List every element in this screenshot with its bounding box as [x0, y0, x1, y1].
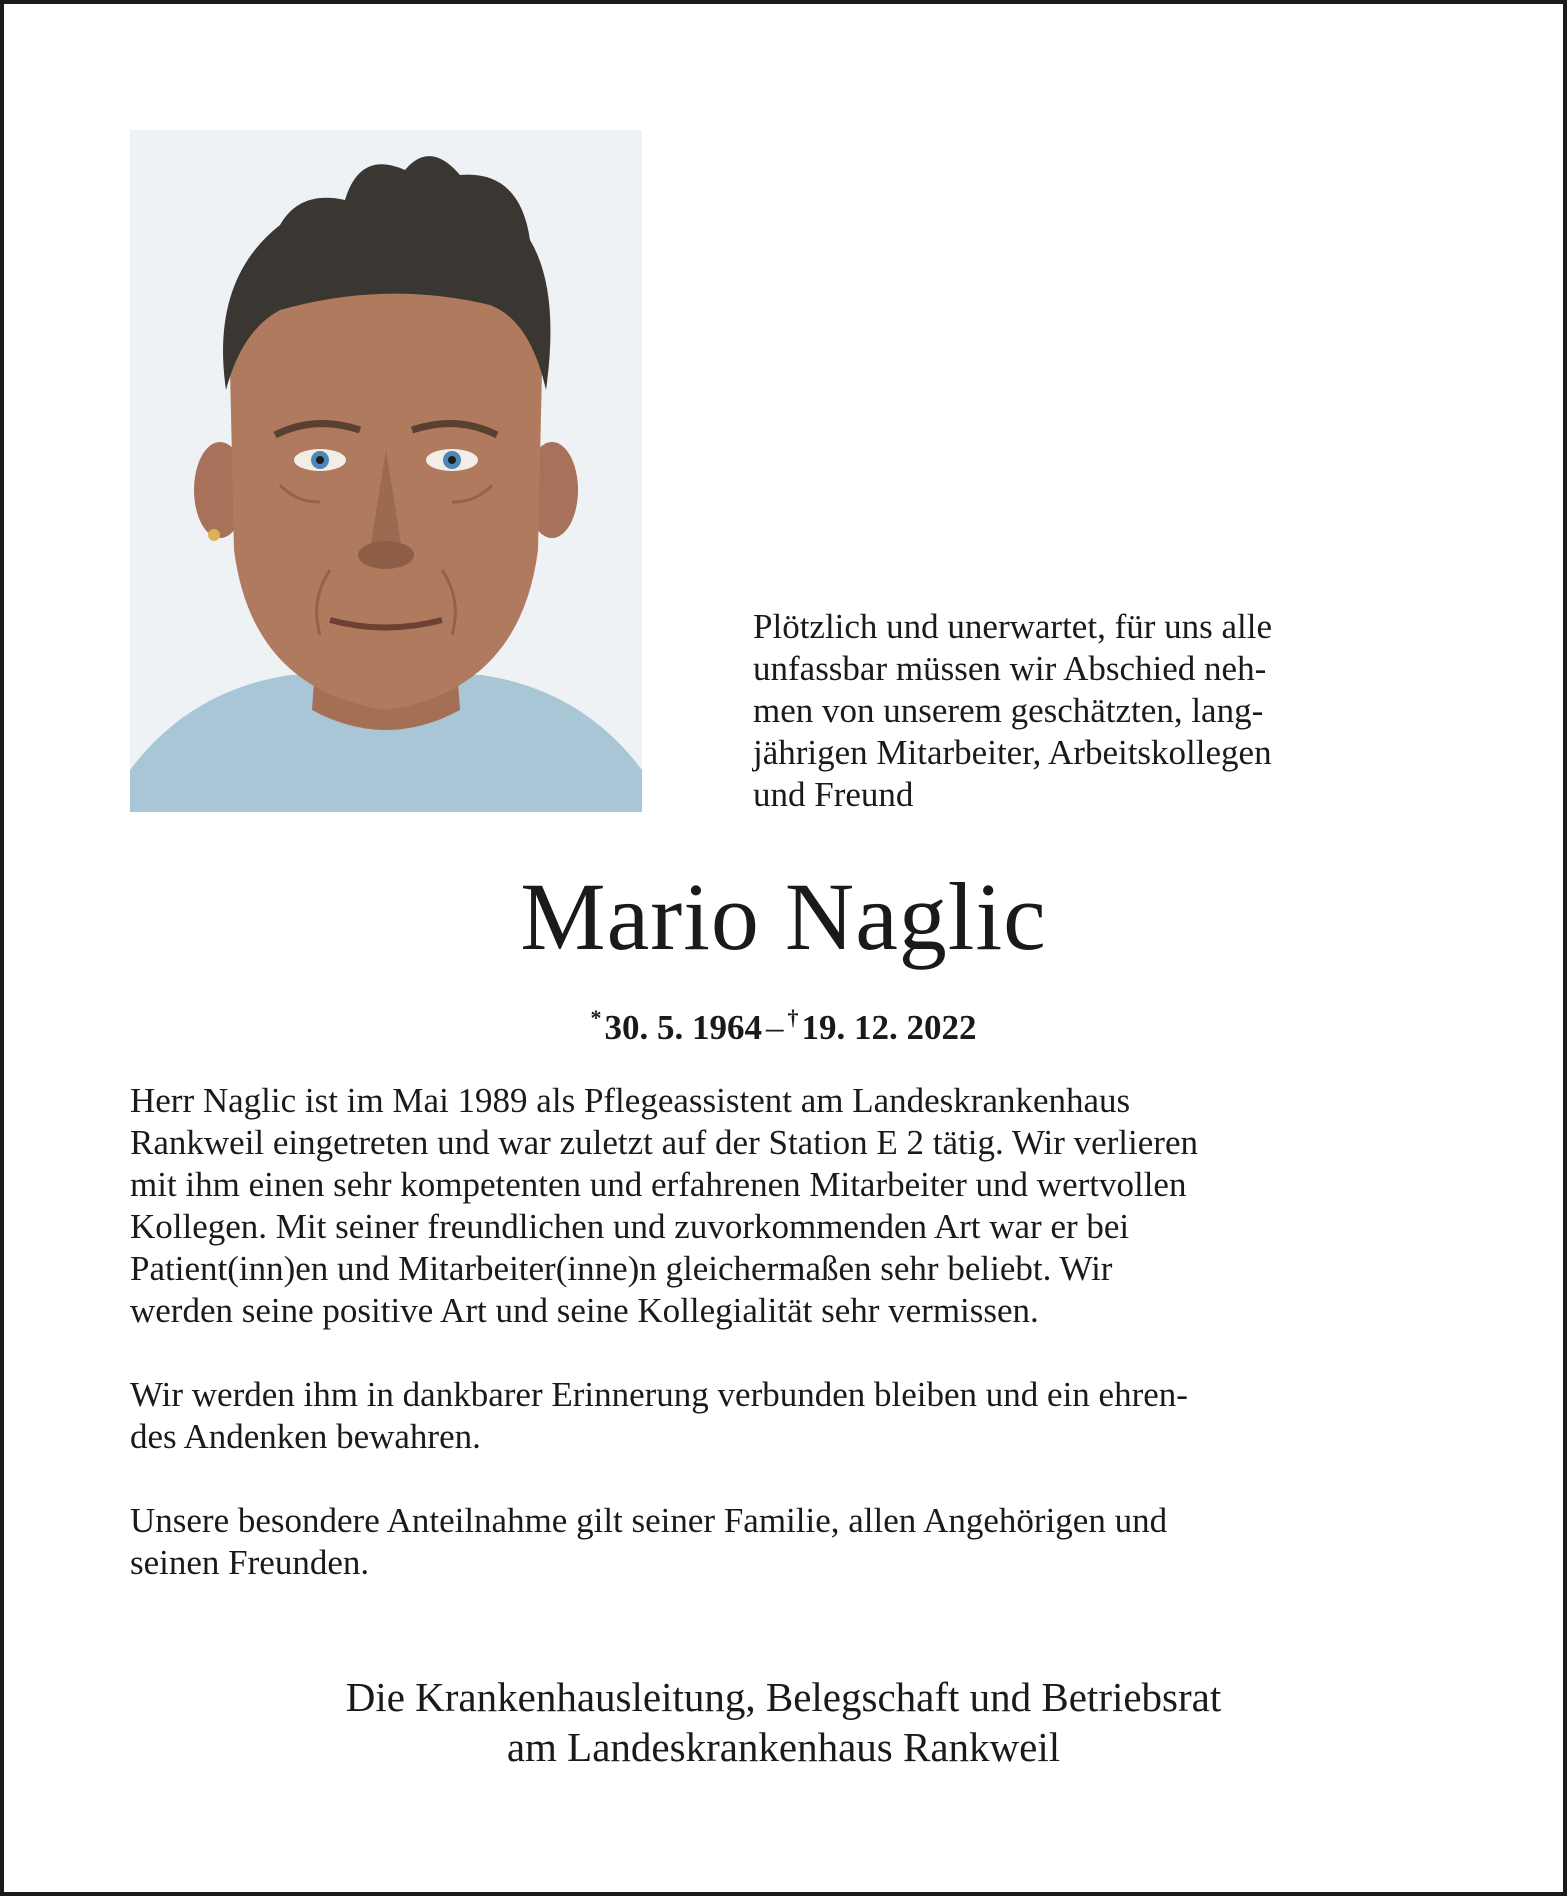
intro-text — [753, 606, 1437, 816]
intro-line: unfassbar müssen wir Abschied neh- — [753, 649, 1267, 688]
left-pupil — [316, 456, 324, 464]
nose-tip — [358, 541, 414, 569]
signature-block — [0, 1672, 1567, 1772]
intro-line: und Freund — [753, 775, 914, 814]
signature-line-2: am Landeskrankenhaus Rankweil — [506, 1724, 1061, 1770]
birth-date: 30. 5. 1964 — [604, 1008, 762, 1047]
death-date: 19. 12. 2022 — [801, 1008, 977, 1047]
paragraph-line: Herr Naglic ist im Mai 1989 als Pflegeassistent am Landeskrankenhaus — [130, 1081, 1131, 1120]
paragraph-line: mit ihm einen sehr kompetenten und erfahrenen Mitarbeiter und wertvollen — [130, 1165, 1187, 1204]
body-paragraph-1 — [130, 1080, 1437, 1332]
paragraph-line: Rankweil eingetreten und war zuletzt auf der Station E 2 tätig. Wir verlieren — [130, 1123, 1198, 1162]
deceased-name: Mario Naglic — [520, 863, 1047, 970]
paragraph-line: seinen Freunden. — [130, 1543, 370, 1582]
signature-line-1: Die Krankenhausleitung, Belegschaft und Betriebsrat — [345, 1674, 1222, 1720]
portrait-illustration — [130, 130, 642, 812]
date-separator: – — [766, 1008, 784, 1047]
paragraph-line: Patient(inn)en und Mitarbeiter(inne)n gleichermaßen sehr beliebt. Wir — [130, 1249, 1113, 1288]
paragraph-line: Unsere besondere Anteilnahme gilt seiner Familie, allen Angehörigen und — [130, 1501, 1168, 1540]
body-paragraph-3 — [130, 1500, 1437, 1584]
paragraph-line: Kollegen. Mit seiner freundlichen und zuvorkommenden Art war er bei — [130, 1207, 1130, 1246]
life-dates — [0, 996, 1567, 1050]
earring — [208, 529, 220, 541]
right-pupil — [448, 456, 456, 464]
body-paragraph-2 — [130, 1374, 1437, 1458]
death-symbol: † — [787, 1005, 799, 1030]
intro-line: jährigen Mitarbeiter, Arbeitskollegen — [753, 733, 1272, 772]
portrait-photo — [130, 130, 642, 812]
birth-symbol: * — [590, 1005, 602, 1030]
paragraph-line: Wir werden ihm in dankbarer Erinnerung verbunden bleiben und ein ehren- — [130, 1375, 1188, 1414]
intro-line: men von unserem geschätzten, lang- — [753, 691, 1264, 730]
intro-line: Plötzlich und unerwartet, für uns alle — [753, 607, 1273, 646]
paragraph-line: werden seine positive Art und seine Kollegialität sehr vermissen. — [130, 1291, 1039, 1330]
paragraph-line: des Andenken bewahren. — [130, 1417, 481, 1456]
